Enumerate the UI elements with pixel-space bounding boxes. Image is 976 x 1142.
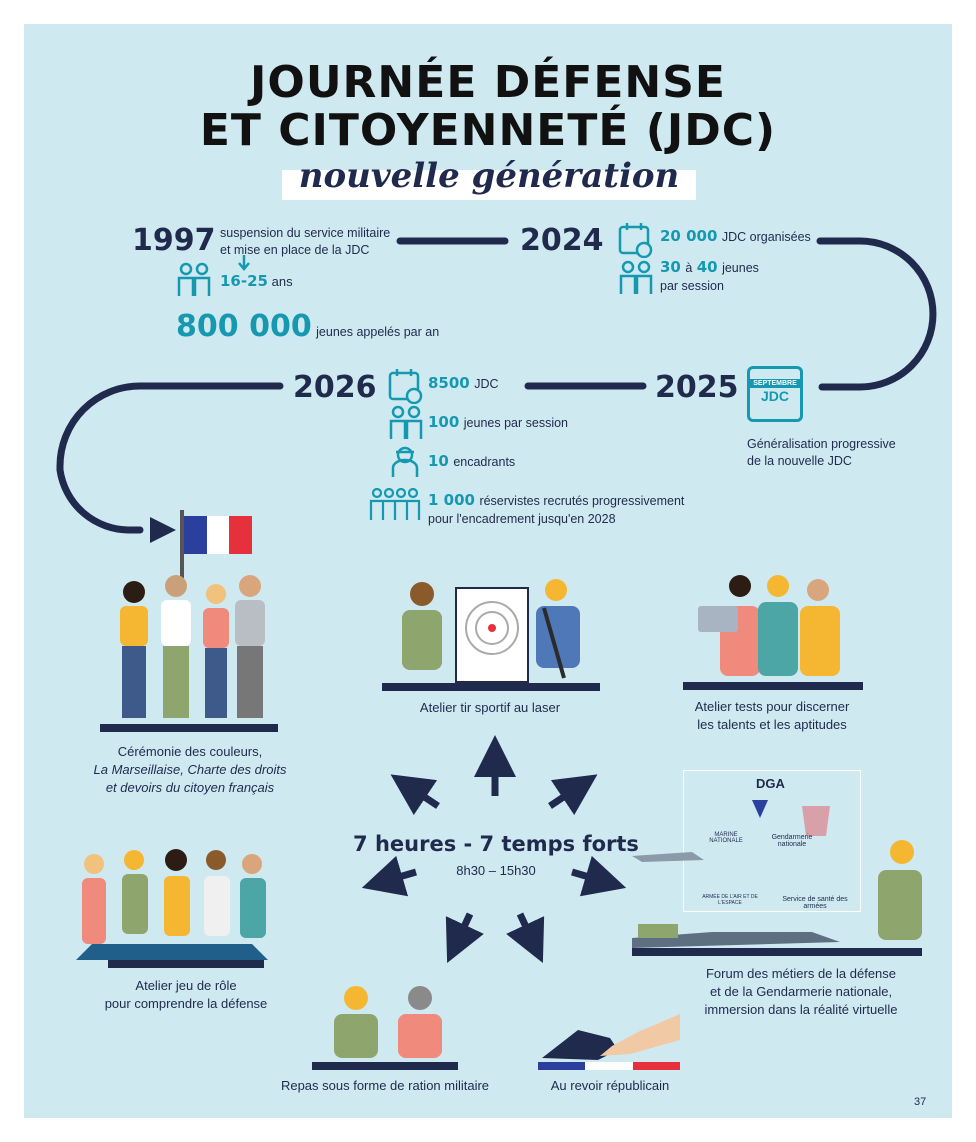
meal-base <box>312 1062 458 1070</box>
conscripts-count: 800 000 <box>176 309 312 344</box>
year-2024: 2024 <box>520 223 604 258</box>
timeline-arrowhead <box>150 517 176 543</box>
timeline-curve-left <box>60 386 280 530</box>
jdc-count-2024-value: 20 000 <box>660 227 718 245</box>
year-2026: 2026 <box>293 370 377 405</box>
roleplay-caption-line1: Atelier jeu de rôle <box>135 978 237 993</box>
jdc-count-2026-label: JDC <box>474 377 499 391</box>
tests-base <box>683 682 863 690</box>
two-people-icon <box>388 405 424 441</box>
desc-2025: Généralisation progressive de la nouvelle JDC <box>747 437 896 468</box>
arrow-upleft <box>408 786 438 806</box>
roleplay-illustration <box>72 848 272 964</box>
roleplay-base <box>108 960 264 968</box>
arrow-upright <box>550 786 580 806</box>
meal-illustration <box>320 980 460 1060</box>
ceremony-caption-line3: et devoirs du citoyen français <box>105 780 275 795</box>
two-people-icon <box>176 262 212 298</box>
laser-base <box>382 683 600 691</box>
calendar-month: SEPTEMBRE <box>750 379 800 388</box>
logo-marine: MARINE NATIONALE <box>709 832 743 844</box>
per-session-sep: à <box>685 261 693 275</box>
meal-caption: Repas sous forme de ration militaire <box>280 1078 490 1093</box>
supervisors-2026 <box>428 452 515 471</box>
roleplay-caption-line2: pour comprendre la défense <box>104 996 268 1011</box>
logo-dga: DGA <box>756 776 785 791</box>
age-range-unit: ans <box>271 274 293 289</box>
supervisor-icon <box>390 446 420 478</box>
jdc-count-2026 <box>428 374 499 393</box>
logo-air: ARMÉE DE L'AIR ET DE L'ESPACE <box>702 894 758 906</box>
ceremony-illustration <box>104 570 278 726</box>
year-1997: 1997 <box>132 223 216 258</box>
supervisors-label: encadrants <box>453 455 516 469</box>
desc-1997: suspension du service militaire et mise en place de la JDC <box>220 226 391 257</box>
page-number: 37 <box>914 1096 927 1108</box>
arrow-downright <box>520 914 534 944</box>
age-range-value: 16-25 <box>220 272 268 290</box>
per-session-max: 40 <box>696 258 718 276</box>
center-title: 7 heures - 7 temps forts <box>353 832 639 856</box>
two-people-icon <box>618 260 654 296</box>
forum-caption <box>676 965 926 1019</box>
jdc-count-2024-label: JDC organisées <box>721 230 811 244</box>
calendar-jdc: JDC <box>760 388 789 404</box>
tricolor-base <box>538 1062 680 1070</box>
fighter-jet-icon <box>632 852 704 862</box>
per-session-label: jeunes <box>722 261 759 275</box>
center-arrows <box>360 730 640 970</box>
forum-illustration <box>632 800 922 950</box>
title-line1: JOURNÉE DÉFENSE <box>250 57 726 108</box>
per-session-2024-label2: par session <box>660 279 724 293</box>
forum-caption-line1: Forum des métiers de la défense <box>705 966 897 981</box>
subtitle: nouvelle génération <box>298 156 680 196</box>
conscripts-label: jeunes appelés par an <box>316 325 440 339</box>
goodbye-caption: Au revoir républicain <box>550 1078 670 1093</box>
forum-base <box>632 948 922 956</box>
tests-caption-line2: les talents et les aptitudes <box>697 717 847 732</box>
center-hours: 8h30 – 15h30 <box>456 863 536 878</box>
reservists-2026 <box>428 491 684 510</box>
laser-caption: Atelier tir sportif au laser <box>419 700 561 715</box>
arrow-right <box>572 872 606 882</box>
tank-icon <box>638 924 678 938</box>
arrow-downleft <box>456 914 470 944</box>
timeline-curve-right <box>820 241 933 387</box>
per-session-2026 <box>428 413 568 432</box>
calendar-star-icon <box>618 222 654 258</box>
per-session-2026-label: jeunes par session <box>463 416 568 430</box>
tests-caption <box>672 698 872 734</box>
calendar-september-icon <box>747 366 803 422</box>
conscripts-1997 <box>176 309 439 344</box>
dga-logo-shape <box>752 800 768 818</box>
per-session-min: 30 <box>660 258 681 276</box>
logo-sante: Service de santé des armées <box>782 896 848 910</box>
title-line2: ET CITOYENNETÉ (JDC) <box>199 105 777 156</box>
calendar-star-icon <box>388 368 424 404</box>
timeline-path <box>0 0 976 560</box>
forum-caption-line3: immersion dans la réalité virtuelle <box>704 1002 898 1017</box>
tests-caption-line1: Atelier tests pour discerner <box>694 699 850 714</box>
down-arrow-icon <box>237 255 251 273</box>
forum-caption-line2: et de la Gendarmerie nationale, <box>709 984 893 999</box>
ceremony-caption <box>90 743 290 797</box>
logo-gendarmerie: Gendarmerie nationale <box>771 834 813 848</box>
ceremony-caption-line2: La Marseillaise, Charte des droits <box>93 762 287 777</box>
age-range-1997 <box>220 272 293 290</box>
roleplay-caption <box>86 977 286 1013</box>
per-session-2024 <box>660 258 759 277</box>
reservists-label2: pour l'encadrement jusqu'en 2028 <box>428 512 616 526</box>
reservists-value: 1 000 <box>428 491 475 509</box>
per-session-2026-value: 100 <box>428 413 460 431</box>
laser-illustration <box>394 568 590 688</box>
reservists-label: réservistes recrutés progressivement <box>479 494 685 508</box>
group-people-icon <box>368 486 424 522</box>
year-2025: 2025 <box>655 370 739 405</box>
jdc-count-2024 <box>660 227 811 246</box>
handshake-illustration <box>538 1010 684 1066</box>
jdc-count-2026-value: 8500 <box>428 374 470 392</box>
tests-illustration <box>692 570 850 680</box>
ceremony-caption-line1: Cérémonie des couleurs, <box>117 744 263 759</box>
supervisors-value: 10 <box>428 452 449 470</box>
arrow-left <box>382 872 416 882</box>
ceremony-base <box>100 724 278 732</box>
french-flag <box>184 516 252 554</box>
